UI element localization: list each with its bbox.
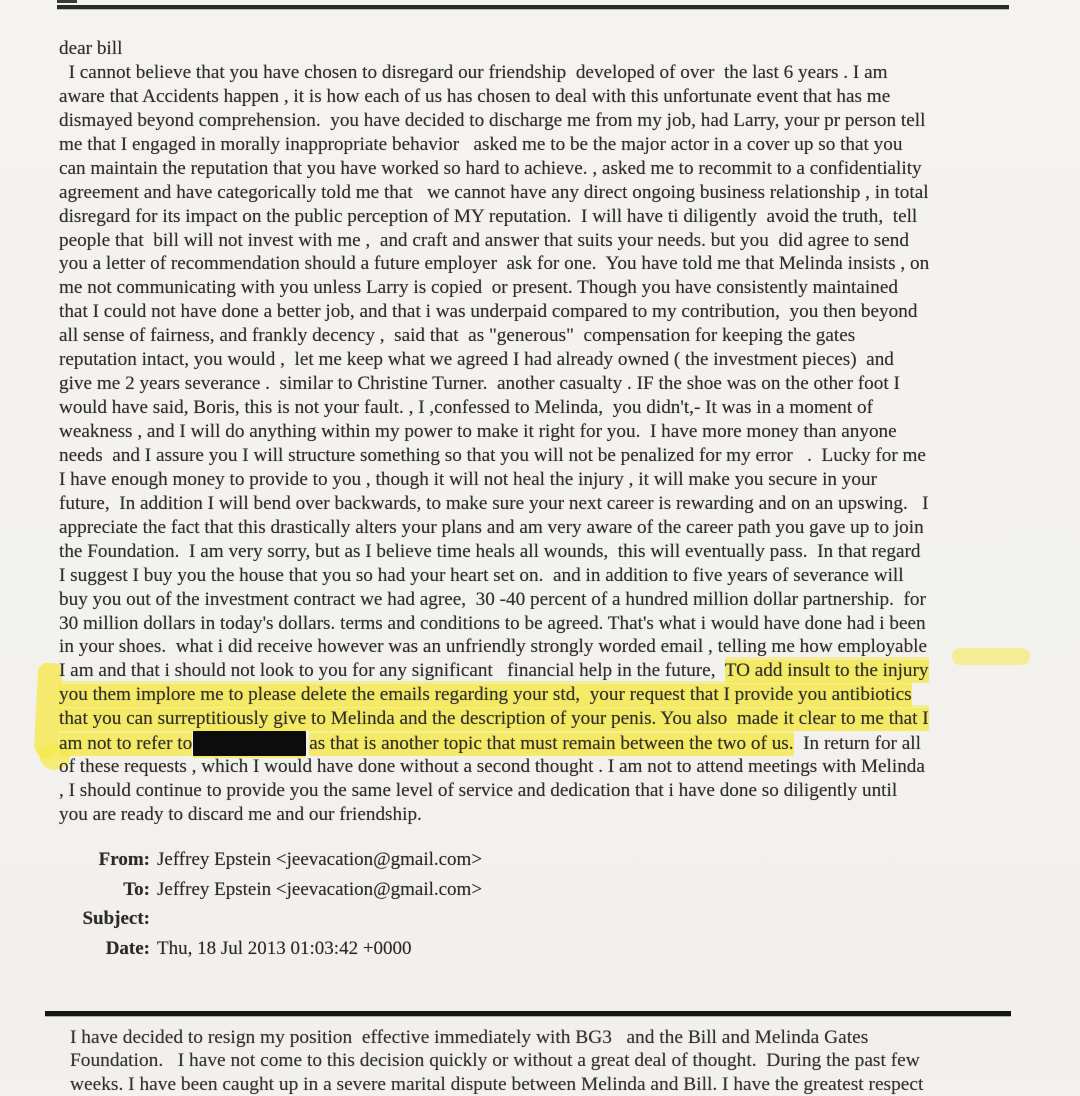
highlighted-text: that you can surreptitiously give to Melinda and the description of your penis. You also made it clear to me that I <box>59 708 929 730</box>
letter-text: give me 2 years severance . similar to Christine Turner. another casualty . IF the shoe was on the other foot I <box>59 373 900 395</box>
date-label: Date: <box>105 937 150 959</box>
letter-line <box>59 516 1039 540</box>
letter-line <box>59 85 1039 109</box>
from-value: Jeffrey Epstein <jeevacation@gmail.com> <box>157 849 483 870</box>
letter-line <box>59 635 1039 659</box>
highlighted-text: as that is another topic that must remain between the two of us. <box>309 733 794 755</box>
letter-text: , I should continue to provide you the same level of service and dedication that i have done so diligently until <box>59 780 898 802</box>
redaction-bar <box>193 731 306 756</box>
letter-text: In return for all <box>793 733 921 755</box>
letter-text: all sense of fairness, and frankly decency , said that as "generous" compensation for keeping the gates <box>59 325 856 347</box>
email-header-date <box>0 938 700 968</box>
letter-text: weakness , and I will do anything within my power to make it right for you. I have more money than anyone <box>59 421 897 442</box>
letter-line <box>59 803 1039 827</box>
letter-text: buy you out of the investment contract we had agree, 30 -40 percent of a hundred million dollar partnership. for <box>59 588 926 610</box>
letter-line <box>59 348 1039 372</box>
letter-text: that I could not have done a better job, and that i was underpaid compared to my contribution, you then beyond <box>59 301 918 323</box>
footer-line: I have decided to resign my position effective immediately with BG3 and the Bill and Melinda Gates <box>70 1027 869 1048</box>
letter-text: dear bill <box>59 38 123 59</box>
highlighted-text: TO add insult to the injury <box>724 660 929 682</box>
letter-text: would have said, Boris, this is not your fault. , I ,confessed to Melinda, you didn't,- It was in a moment of <box>59 397 874 419</box>
letter-text: future, In addition I will bend over backwards, to make sure your next career is rewarding and on an upswing. I <box>59 492 929 514</box>
letter-line <box>59 252 1039 276</box>
letter-line <box>59 37 1039 61</box>
section-divider <box>45 1011 1011 1016</box>
letter-text: I suggest I buy you the house that you so had your heart set on. and in addition to five years of severance will <box>59 564 904 586</box>
subject-label: Subject: <box>82 908 150 930</box>
to-label: To: <box>123 878 150 900</box>
letter-text: aware that Accidents happen , it is how each of us has chosen to deal with this unfortunate event that has me <box>59 85 891 107</box>
letter-line <box>59 588 1039 612</box>
letter-text: 30 million dollars in today's dollars. terms and conditions to be agreed. That's what i would have done had i been <box>59 612 926 634</box>
letter-text: of these requests , which I would have done without a second thought . I am not to attend meetings with Melinda <box>59 756 925 778</box>
letter-line <box>59 683 1039 707</box>
letter-line <box>59 659 1039 683</box>
footer-line: weeks. I have been caught up in a severe marital dispute between Melinda and Bill. I have the greatest respect <box>70 1073 924 1095</box>
letter-line <box>59 396 1039 420</box>
letter-text: me not communicating with you unless Larry is copied or present. Though you have consistently maintained <box>59 277 898 299</box>
letter-text: disregard for its impact on the public perception of MY reputation. I will have ti diligently avoid the truth, tell <box>59 205 918 227</box>
letter-body <box>59 37 1039 827</box>
letter-text: in your shoes. what i did receive however was an unfriendly strongly worded email , telling me how employable <box>59 636 928 658</box>
letter-line <box>59 779 1039 803</box>
letter-text: I have enough money to provide to you , though it will not heal the injury , it will make you secure in your <box>59 468 877 490</box>
letter-text: I cannot believe that you have chosen to disregard our friendship developed of over the last 6 years . I am <box>59 61 888 83</box>
letter-line <box>59 420 1039 444</box>
letter-text: dismayed beyond comprehension. you have decided to discharge me from my job, had Larry, your pr person tell <box>59 109 926 131</box>
to-value: Jeffrey Epstein <jeevacation@gmail.com> <box>157 878 483 900</box>
letter-line <box>59 133 1039 157</box>
letter-line <box>59 707 1039 731</box>
letter-line <box>59 612 1039 636</box>
letter-line <box>59 731 1039 755</box>
letter-text: appreciate the fact that this drastically alters your plans and am very aware of the career path you gave up to join <box>59 516 924 538</box>
letter-text: agreement and have categorically told me that we cannot have any direct ongoing business relationship , in total <box>59 181 929 203</box>
letter-line <box>59 61 1039 85</box>
letter-line <box>59 324 1039 348</box>
letter-line <box>59 181 1039 205</box>
email-header-to <box>0 879 700 909</box>
highlighted-text: you them implore me to please delete the emails regarding your std, your request that I provide you antibiotics <box>59 684 912 706</box>
letter-line <box>59 564 1039 588</box>
letter-line <box>59 444 1039 468</box>
letter-line <box>59 205 1039 229</box>
email-header-subject <box>0 908 700 938</box>
letter-line <box>59 157 1039 181</box>
letter-text: the Foundation. I am very sorry, but as I believe time heals all wounds, this will eventually pass. In that regard <box>59 540 921 562</box>
from-label: From: <box>98 849 150 870</box>
letter-text: you a letter of recommendation should a future employer ask for one. You have told me that Melinda insists , on <box>59 253 930 275</box>
letter-line <box>59 372 1039 396</box>
letter-line <box>59 492 1039 516</box>
letter-line <box>59 755 1039 779</box>
letter-line <box>59 300 1039 324</box>
letter-line <box>59 229 1039 253</box>
top-rule <box>57 5 1009 9</box>
resignation-paragraph <box>70 1026 1050 1096</box>
letter-line <box>59 540 1039 564</box>
highlighted-text: am not to refer to <box>59 733 193 755</box>
letter-text: can maintain the reputation that you have worked so hard to achieve. , asked me to recommit to a confidentiality <box>59 157 922 179</box>
letter-line <box>59 468 1039 492</box>
email-header-from <box>0 849 700 879</box>
letter-text: needs and I assure you I will structure something so that you will not be penalized for my error . Lucky for me <box>59 444 926 466</box>
footer-line: Foundation. I have not come to this decision quickly or without a great deal of thought. During the past few <box>70 1050 920 1072</box>
top-left-mark <box>57 0 77 3</box>
letter-text: people that bill will not invest with me , and craft and answer that suits your needs. but you did agree to send <box>59 229 909 251</box>
letter-text: you are ready to discard me and our friendship. <box>59 804 422 825</box>
email-header-block <box>0 849 700 967</box>
letter-line <box>59 276 1039 300</box>
date-value: Thu, 18 Jul 2013 01:03:42 +0000 <box>157 937 412 959</box>
letter-text: reputation intact, you would , let me keep what we agreed I had already owned ( the investment pieces) and <box>59 349 894 371</box>
letter-text: I am and that i should not look to you for any significant financial help in the future, <box>59 660 725 682</box>
letter-line <box>59 109 1039 133</box>
letter-text: me that I engaged in morally inappropriate behavior asked me to be the major actor in a cover up so that you <box>59 133 903 155</box>
